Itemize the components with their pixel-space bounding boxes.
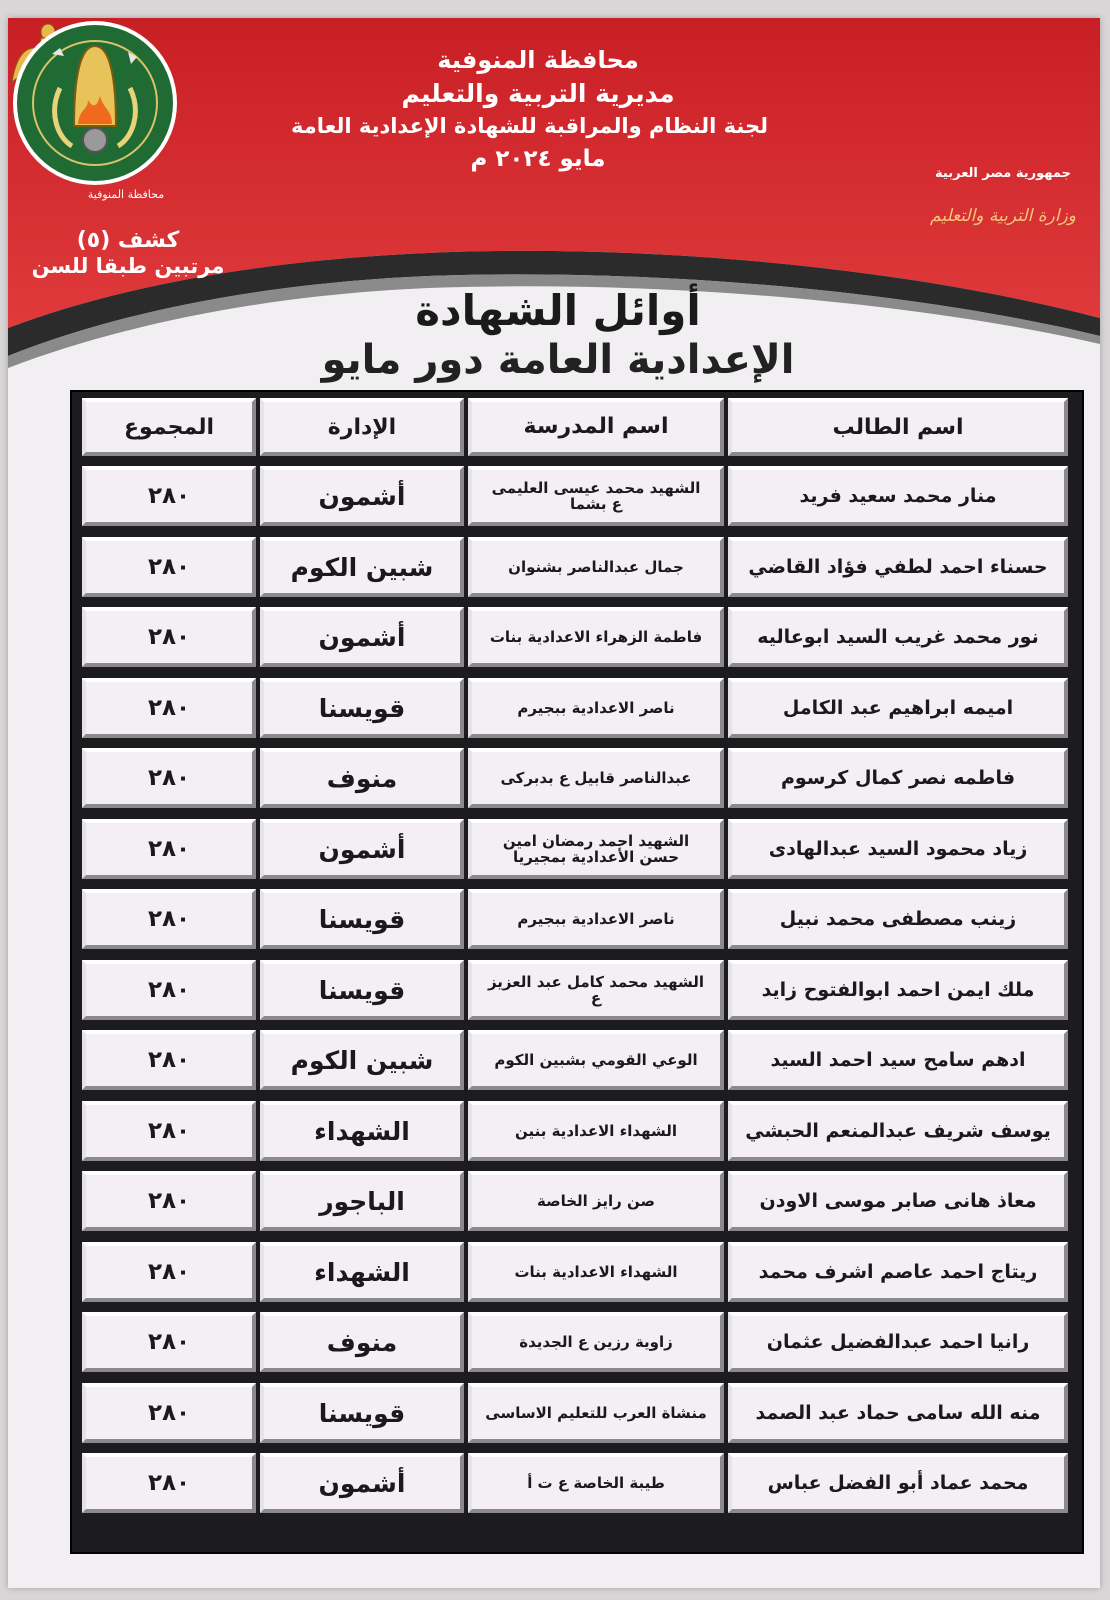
cell-total: ٢٨٠	[82, 537, 256, 597]
cell-school: الشهيد محمد كامل عبد العزيز ع	[468, 960, 724, 1020]
cell-school: طيبة الخاصة ع ت أ	[468, 1453, 724, 1513]
header-student: اسم الطالب	[728, 398, 1068, 456]
results-table	[70, 390, 1084, 1554]
cell-student: منار محمد سعيد فريد	[728, 466, 1068, 526]
cell-admin: أشمون	[260, 466, 464, 526]
exam-date: مايو ٢٠٢٤ م	[470, 146, 606, 172]
cell-total: ٢٨٠	[82, 1242, 256, 1302]
cell-student: يوسف شريف عبدالمنعم الحبشي	[728, 1101, 1068, 1161]
cell-admin: أشمون	[260, 607, 464, 667]
cell-admin: الشهداء	[260, 1101, 464, 1161]
cell-school: عبدالناصر قابيل ع بدبركى	[468, 748, 724, 808]
governorate-title: محافظة المنوفية	[437, 46, 639, 74]
cell-admin: قويسنا	[260, 678, 464, 738]
cell-student: محمد عماد أبو الفضل عباس	[728, 1453, 1068, 1513]
ministry-name: وزارة التربية والتعليم	[930, 206, 1076, 226]
cell-admin: منوف	[260, 748, 464, 808]
cell-student: منه الله سامى حماد عبد الصمد	[728, 1383, 1068, 1443]
cell-school: ناصر الاعدادية ببجيرم	[468, 889, 724, 949]
committee-title: لجنة النظام والمراقبة للشهادة الإعدادية العامة	[290, 114, 768, 138]
cell-admin: أشمون	[260, 819, 464, 879]
cell-total: ٢٨٠	[82, 1171, 256, 1231]
list-order: مرتبين طبقا للسن	[31, 254, 225, 278]
cell-school: الشهيد احمد رمضان امين حسن الأعدادية بمجيريا	[468, 819, 724, 879]
cell-admin: منوف	[260, 1312, 464, 1372]
page-title	[288, 286, 828, 384]
cell-school: منشاة العرب للتعليم الاساسى	[468, 1383, 724, 1443]
cell-school: جمال عبدالناصر بشنوان	[468, 537, 724, 597]
cell-total: ٢٨٠	[82, 1101, 256, 1161]
cell-total: ٢٨٠	[82, 466, 256, 526]
header-total: المجموع	[82, 398, 256, 456]
cell-student: ادهم سامح سيد احمد السيد	[728, 1030, 1068, 1090]
cell-student: معاذ هانى صابر موسى الاودن	[728, 1171, 1068, 1231]
list-number: كشف (٥)	[76, 228, 180, 253]
cell-total: ٢٨٠	[82, 1312, 256, 1372]
cell-student: اميمه ابراهيم عبد الكامل	[728, 678, 1068, 738]
cell-student: نور محمد غريب السيد ابوعاليه	[728, 607, 1068, 667]
cell-admin: شبين الكوم	[260, 1030, 464, 1090]
cell-admin: الباجور	[260, 1171, 464, 1231]
cell-total: ٢٨٠	[82, 1383, 256, 1443]
cell-school: ناصر الاعدادية ببجيرم	[468, 678, 724, 738]
cell-school: الوعي القومي بشبين الكوم	[468, 1030, 724, 1090]
directorate-title: مديرية التربية والتعليم	[401, 79, 675, 108]
header-text-block	[290, 44, 768, 176]
header-school: اسم المدرسة	[468, 398, 724, 456]
page-title-line2: الإعدادية العامة دور مايو	[321, 337, 795, 383]
cell-student: زينب مصطفى محمد نبيل	[728, 889, 1068, 949]
cell-total: ٢٨٠	[82, 1453, 256, 1513]
cell-student: ملك ايمن احمد ابوالفتوح زايد	[728, 960, 1068, 1020]
cell-school: صن رايز الخاصة	[468, 1171, 724, 1231]
cell-student: رانيا احمد عبدالفضيل عثمان	[728, 1312, 1068, 1372]
cell-admin: قويسنا	[260, 889, 464, 949]
list-label	[28, 228, 228, 278]
menoufia-seal-icon	[8, 18, 183, 188]
cell-student: فاطمه نصر كمال كرسوم	[728, 748, 1068, 808]
cell-admin: شبين الكوم	[260, 537, 464, 597]
cell-school: زاوية رزين ع الجديدة	[468, 1312, 724, 1372]
cell-total: ٢٨٠	[82, 748, 256, 808]
cell-admin: الشهداء	[260, 1242, 464, 1302]
cell-admin: أشمون	[260, 1453, 464, 1513]
cell-total: ٢٨٠	[82, 889, 256, 949]
cell-total: ٢٨٠	[82, 678, 256, 738]
seal-text: محافظة المنوفية	[87, 188, 165, 201]
certificate-sheet	[8, 18, 1100, 1588]
cell-total: ٢٨٠	[82, 1030, 256, 1090]
cell-school: الشهداء الاعدادية بنات	[468, 1242, 724, 1302]
cell-total: ٢٨٠	[82, 960, 256, 1020]
cell-student: ريتاج احمد عاصم اشرف محمد	[728, 1242, 1068, 1302]
cell-student: زياد محمود السيد عبدالهادى	[728, 819, 1068, 879]
cell-admin: قويسنا	[260, 1383, 464, 1443]
cell-total: ٢٨٠	[82, 819, 256, 879]
country-name: جمهورية مصر العربية	[935, 166, 1071, 181]
cell-total: ٢٨٠	[82, 607, 256, 667]
cell-student: حسناء احمد لطفي فؤاد القاضي	[728, 537, 1068, 597]
cell-school: فاطمة الزهراء الاعدادية بنات	[468, 607, 724, 667]
cell-admin: قويسنا	[260, 960, 464, 1020]
cell-school: الشهيد محمد عيسى العليمى ع بشما	[468, 466, 724, 526]
cell-school: الشهداء الاعدادية بنين	[468, 1101, 724, 1161]
header-admin: الإدارة	[260, 398, 464, 456]
page-title-line1: أوائل الشهادة	[415, 286, 701, 335]
